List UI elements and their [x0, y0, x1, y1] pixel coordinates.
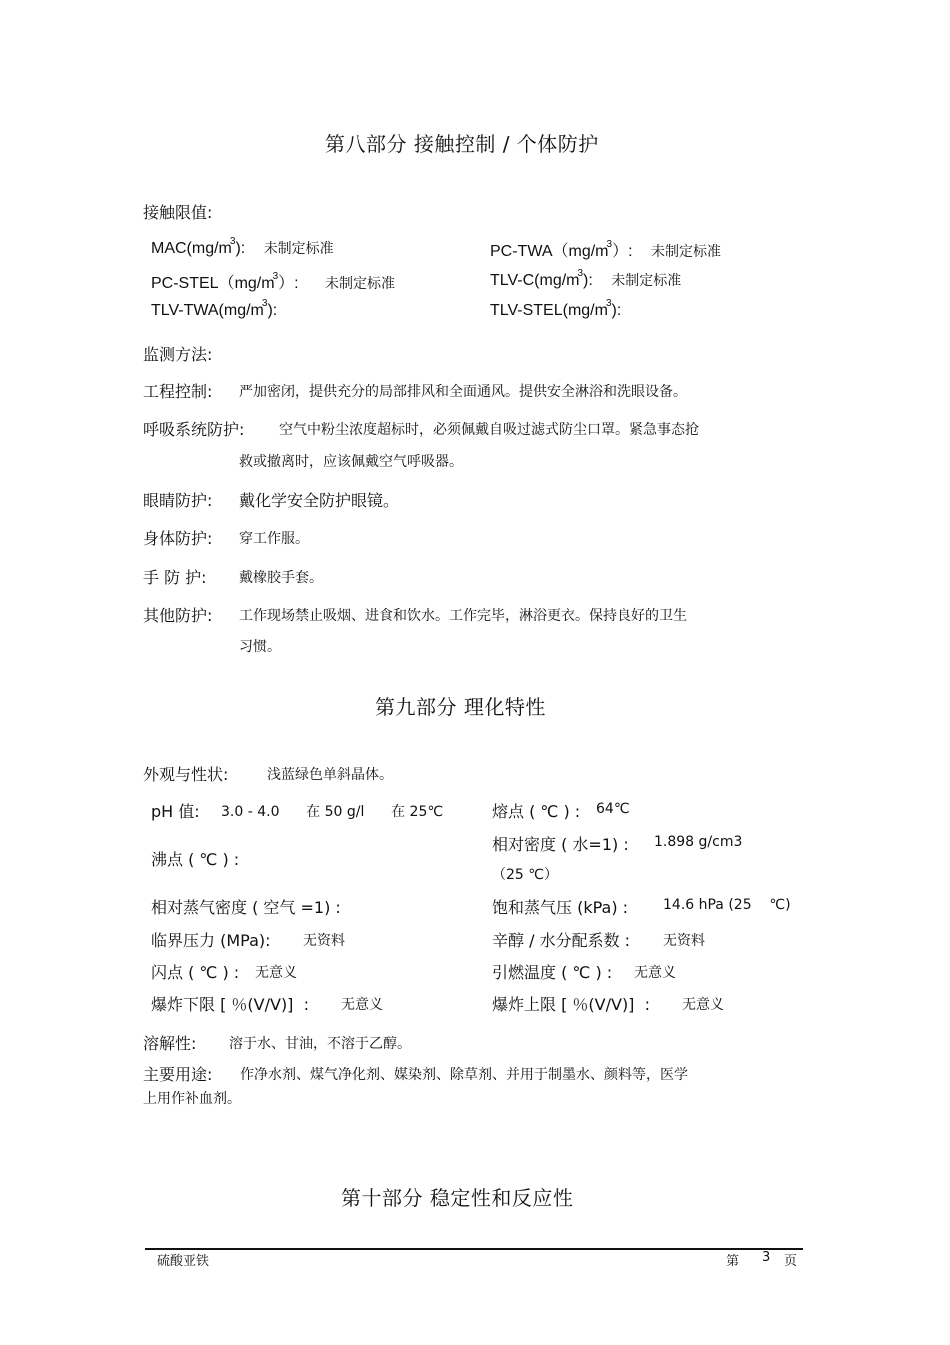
critical-label: 临界压力 (MPa): [151, 931, 271, 950]
engineering-label: 工程控制: [143, 382, 213, 401]
section10-title: 第十部分 稳定性和反应性 [341, 1186, 574, 1210]
solubility-label: 溶解性: [143, 1034, 197, 1053]
vapor-pressure-value: 14.6 hPa (25 ℃) [663, 897, 791, 913]
appearance-label: 外观与性状: [143, 765, 229, 784]
limit-tlv-twa: TLV-$TWA(mg/m^3)$: [151, 298, 278, 319]
flash-label: 闪点 ( ℃ ) : [151, 963, 240, 982]
body-text: 穿工作服。 [239, 531, 309, 547]
upper-limit-value: 无意义 [682, 997, 724, 1013]
upper-limit-label: 爆炸上限 [ ％(V/V)] : [492, 995, 650, 1014]
lower-limit-value: 无意义 [341, 997, 383, 1013]
vapor-pressure-label: 饱和蒸气压 (kPa) : [492, 898, 629, 917]
ignition-label: 引燃温度 ( ℃ ) : [492, 963, 613, 982]
appearance-text: 浅蓝绿色单斜晶体。 [267, 767, 393, 783]
limits-label: 接触限值: [143, 203, 213, 222]
limit-mac: $MAC(mg/m^3)$: 未制定标准 [151, 236, 334, 257]
use-label: 主要用途: [143, 1065, 213, 1084]
other-text-2: 习惯。 [239, 639, 281, 655]
ph-label: pH 值: [151, 802, 200, 821]
eye-text: 戴化学安全防护眼镜。 [239, 491, 400, 510]
limit-pc-stel: $PC-STEL(mg/m^3)$: 未制定标准 [151, 271, 396, 292]
ph-value: 3.0 - 4.0 在 50 g/l 在 25℃ [221, 804, 444, 820]
boiling-label: 沸点 ( ℃ ) : [151, 850, 240, 869]
other-text-1: 工作现场禁止吸烟、进食和饮水。工作完毕，淋浴更衣。保持良好的卫生 [239, 608, 687, 624]
density-label: 相对密度 ( 水=1) : [492, 835, 629, 854]
section9-title: 第九部分 理化特性 [375, 695, 546, 719]
respiratory-label: 呼吸系统防护: [143, 420, 245, 439]
octanol-label: 辛醇 / 水分配系数 : [492, 931, 631, 950]
other-label: 其他防护: [143, 606, 213, 625]
respiratory-text-2: 救或撤离时，应该佩戴空气呼吸器。 [239, 454, 463, 470]
footer-page-suffix: 页 [784, 1254, 798, 1269]
ignition-value: 无意义 [634, 965, 676, 981]
limit-tlv-c: TLV-$C(mg/m^3)$: 未制定标准 [490, 268, 682, 289]
solubility-text: 溶于水、甘油，不溶于乙醇。 [229, 1036, 411, 1052]
melting-label: 熔点 ( ℃ ) : [492, 802, 581, 821]
density-value: 1.898 g/cm3 [654, 834, 743, 850]
respiratory-text-1: 空气中粉尘浓度超标时，必须佩戴自吸过滤式防尘口罩。紧急事态抢 [279, 422, 699, 438]
hand-label: 手 防 护: [143, 568, 207, 587]
footer-page-prefix: 第 [726, 1254, 740, 1269]
flash-value: 无意义 [255, 965, 297, 981]
lower-limit-label: 爆炸下限 [ ％(V/V)] : [151, 995, 309, 1014]
footer-product: 硫酸亚铁 [157, 1254, 210, 1269]
use-text-2: 上用作补血剂。 [143, 1091, 241, 1107]
body-label: 身体防护: [143, 529, 213, 548]
eye-label: 眼睛防护: [143, 491, 213, 510]
use-text-1: 作净水剂、煤气净化剂、媒染剂、除草剂、并用于制墨水、颜料等，医学 [240, 1067, 688, 1083]
melting-value: 64℃ [596, 801, 630, 817]
hand-text: 戴橡胶手套。 [239, 570, 323, 586]
engineering-text: 严加密闭，提供充分的局部排风和全面通风。提供安全淋浴和洗眼设备。 [239, 384, 687, 400]
footer-page-number: 3 [762, 1250, 771, 1265]
critical-value: 无资料 [303, 933, 345, 949]
footer-divider [145, 1248, 803, 1250]
limit-pc-twa: $PC-TWA(mg/m^3)$: 未制定标准 [490, 239, 721, 260]
limit-tlv-stel: TLV-$STEL(mg/m^3)$: [490, 298, 622, 319]
vapor-density-label: 相对蒸气密度 ( 空气 =1) : [151, 898, 341, 917]
density-condition: （25 ℃） [492, 867, 558, 883]
section8-title: 第八部分 接触控制 / 个体防护 [325, 132, 599, 156]
octanol-value: 无资料 [663, 933, 705, 949]
monitoring-label: 监测方法: [143, 345, 213, 364]
